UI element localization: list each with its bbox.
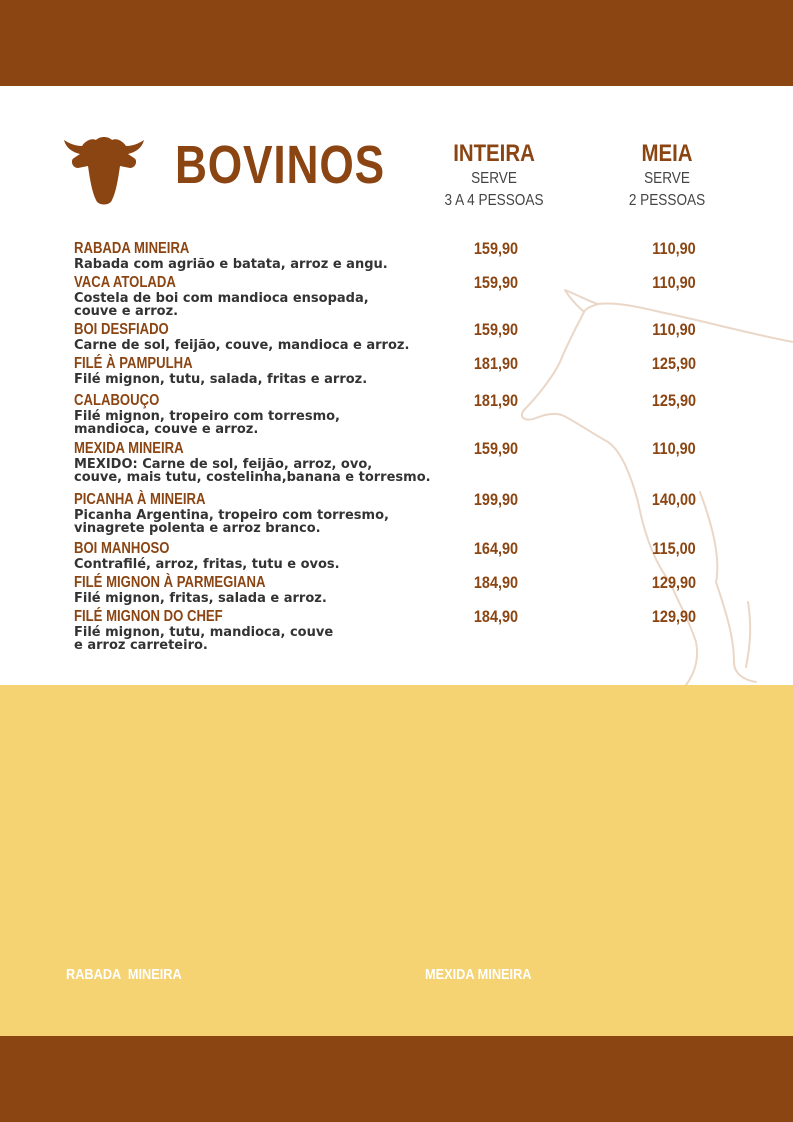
- item-description: Filé mignon, tutu, salada, fritas e arroz.: [74, 372, 368, 387]
- bottom-band: [0, 1036, 793, 1122]
- page-title: BOVINOS: [175, 135, 385, 195]
- price-inteira: 159,90: [473, 320, 519, 339]
- column-serve: SERVE: [644, 170, 690, 187]
- price-inteira: 181,90: [473, 391, 519, 410]
- top-band: [0, 0, 793, 86]
- item-description: Contrafilé, arroz, fritas, tutu e ovos.: [74, 557, 340, 572]
- item-description: Rabada com agrião e batata, arroz e angu.: [74, 257, 388, 272]
- price-meia: 110,90: [652, 320, 696, 339]
- menu-item: [74, 540, 774, 571]
- column-people: 3 A 4 PESSOAS: [444, 192, 544, 209]
- item-description: Carne de sol, feijão, couve, mandioca e arroz.: [74, 338, 410, 353]
- item-name: VACA ATOLADA: [74, 274, 176, 291]
- photo-label-mexida: MEXIDA MINEIRA: [425, 966, 532, 983]
- menu-item: [74, 491, 774, 535]
- item-name: FILÉ À PAMPULHA: [74, 355, 193, 372]
- price-meia: 110,90: [652, 439, 696, 458]
- menu-item: [74, 392, 774, 436]
- price-inteira: 159,90: [473, 273, 519, 292]
- column-name: INTEIRA: [453, 140, 535, 167]
- item-name: PICANHA À MINEIRA: [74, 491, 206, 508]
- item-description: Costela de boi com mandioca ensopada, couve e arroz.: [74, 291, 369, 319]
- price-inteira: 199,90: [473, 490, 519, 509]
- price-meia: 129,90: [651, 573, 697, 592]
- menu-item: [74, 608, 774, 652]
- bull-head-icon: [62, 128, 146, 208]
- price-inteira: 181,90: [473, 354, 519, 373]
- item-description: Filé mignon, fritas, salada e arroz.: [74, 591, 327, 606]
- item-name: CALABOUÇO: [74, 392, 160, 409]
- price-inteira: 184,90: [473, 573, 519, 592]
- item-description: Filé mignon, tutu, mandioca, couve e arroz carreteiro.: [74, 625, 334, 653]
- price-inteira: 159,90: [473, 439, 519, 458]
- price-inteira: 184,90: [473, 607, 519, 626]
- item-name: MEXIDA MINEIRA: [74, 440, 184, 457]
- column-header-inteira: [419, 140, 569, 212]
- column-serve: SERVE: [471, 170, 517, 187]
- item-name: FILÉ MIGNON DO CHEF: [74, 608, 223, 625]
- item-name: BOI MANHOSO: [74, 540, 170, 557]
- menu-item: [74, 321, 774, 352]
- price-meia: 125,90: [651, 391, 697, 410]
- menu-item: [74, 274, 774, 318]
- column-name: MEIA: [641, 140, 693, 167]
- price-meia: 125,90: [651, 354, 697, 373]
- item-description: MEXIDO: Carne de sol, feijão, arroz, ovo, couve, mais tutu, costelinha,banana e torresmo.: [74, 457, 431, 485]
- item-name: FILÉ MIGNON À PARMEGIANA: [74, 574, 266, 591]
- item-name: RABADA MINEIRA: [74, 240, 190, 257]
- item-name: BOI DESFIADO: [74, 321, 169, 338]
- price-meia: 140,00: [651, 490, 697, 509]
- menu-item: [74, 240, 774, 271]
- price-meia: 110,90: [652, 273, 696, 292]
- column-people: 2 PESSOAS: [628, 192, 706, 209]
- column-header-meia: [592, 140, 742, 212]
- price-inteira: 159,90: [473, 239, 519, 258]
- item-description: Filé mignon, tropeiro com torresmo, mandioca, couve e arroz.: [74, 409, 340, 437]
- photo-label-rabada: RABADA MINEIRA: [66, 966, 182, 983]
- item-description: Picanha Argentina, tropeiro com torresmo, vinagrete polenta e arroz branco.: [74, 508, 389, 536]
- menu-item: [74, 355, 774, 386]
- price-inteira: 164,90: [473, 539, 519, 558]
- photo-panel: [0, 685, 793, 1036]
- price-meia: 129,90: [651, 607, 697, 626]
- price-meia: 115,00: [652, 539, 696, 558]
- menu-item: [74, 440, 774, 484]
- price-meia: 110,90: [652, 239, 696, 258]
- menu-item: [74, 574, 774, 605]
